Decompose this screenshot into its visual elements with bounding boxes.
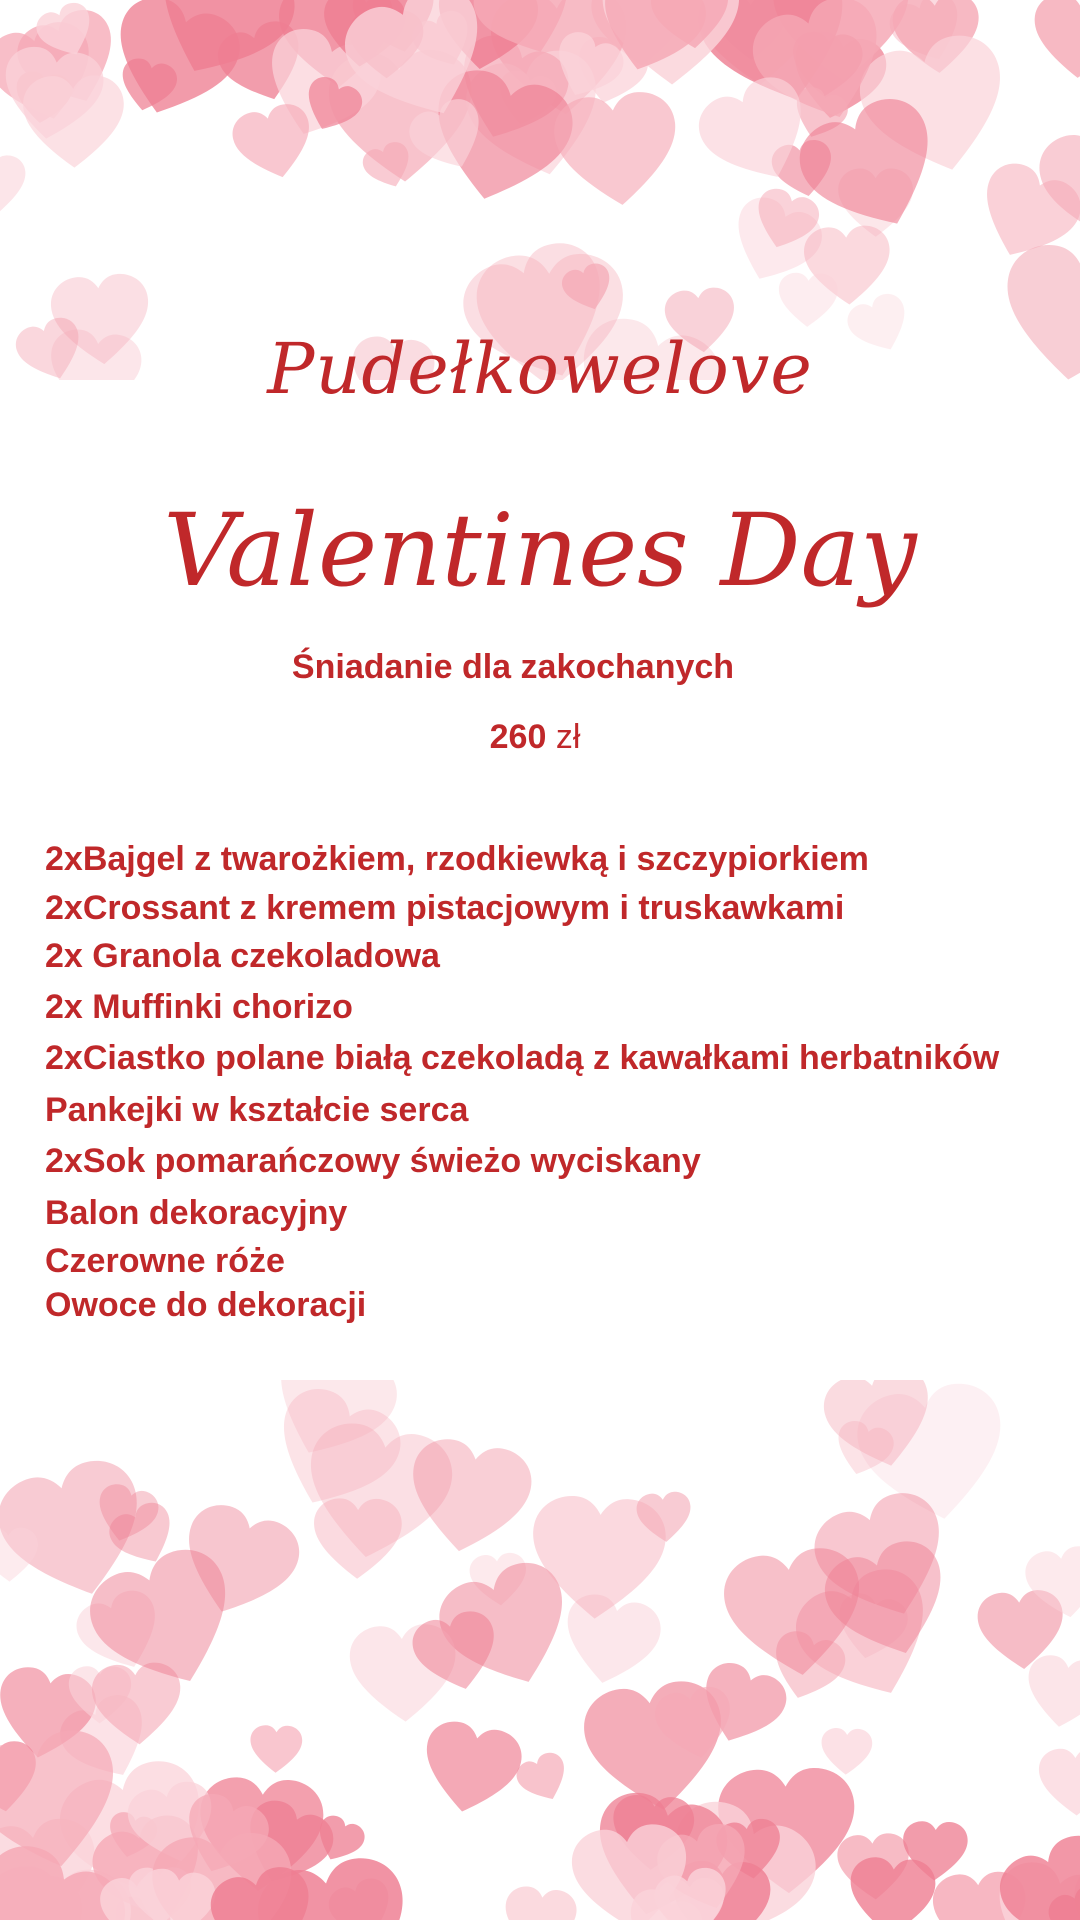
heart-icon <box>544 77 688 221</box>
menu-item: Pankejki w kształcie serca <box>45 1090 469 1129</box>
heart-icon <box>18 66 129 177</box>
page-title: Valentines Day <box>163 492 917 609</box>
menu-item: Czerowne róże <box>45 1242 285 1280</box>
heart-icon <box>0 1522 42 1587</box>
heart-icon <box>394 1422 544 1572</box>
heart-icon <box>645 0 738 59</box>
heart-icon <box>712 1531 877 1696</box>
heart-icon <box>522 1482 674 1634</box>
menu-item: Balon dekoracyjny <box>45 1193 348 1232</box>
menu-item: 2x Granola czekoladowa <box>45 936 440 975</box>
menu-item: 2xSok pomarańczowy świeżo wyciskany <box>45 1142 701 1180</box>
price <box>0 718 1070 757</box>
menu-item: 2xCrossant z kremem pistacjowym i truskawkami <box>45 888 845 927</box>
menu-list <box>45 834 999 1327</box>
heart-icon <box>775 267 841 333</box>
heart-icon <box>899 1815 971 1887</box>
menu-item: 2x Muffinki chorizo <box>45 987 353 1026</box>
menu-item: 2xBajgel z twarożkiem, rzodkiewką i szczypiorkiem <box>45 840 869 878</box>
hearts-decoration-top <box>0 0 1080 380</box>
heart-icon <box>647 1676 743 1772</box>
hearts-decoration-bottom <box>0 1380 1080 1920</box>
heart-icon <box>410 1708 533 1831</box>
brand-name: Pudełkowelove <box>267 328 813 410</box>
heart-icon <box>1035 1741 1080 1823</box>
menu-item: Owoce do dekoracji <box>45 1286 367 1324</box>
heart-icon <box>818 1723 875 1780</box>
price-amount: 260 <box>489 718 547 756</box>
heart-icon <box>1028 0 1080 88</box>
offer-subtitle: Śniadanie dla zakochanych <box>291 648 735 686</box>
price-currency: zł <box>555 718 581 756</box>
menu-item: 2xCiastko polane białą czekoladą z kawałkami herbatników <box>45 1039 1000 1077</box>
